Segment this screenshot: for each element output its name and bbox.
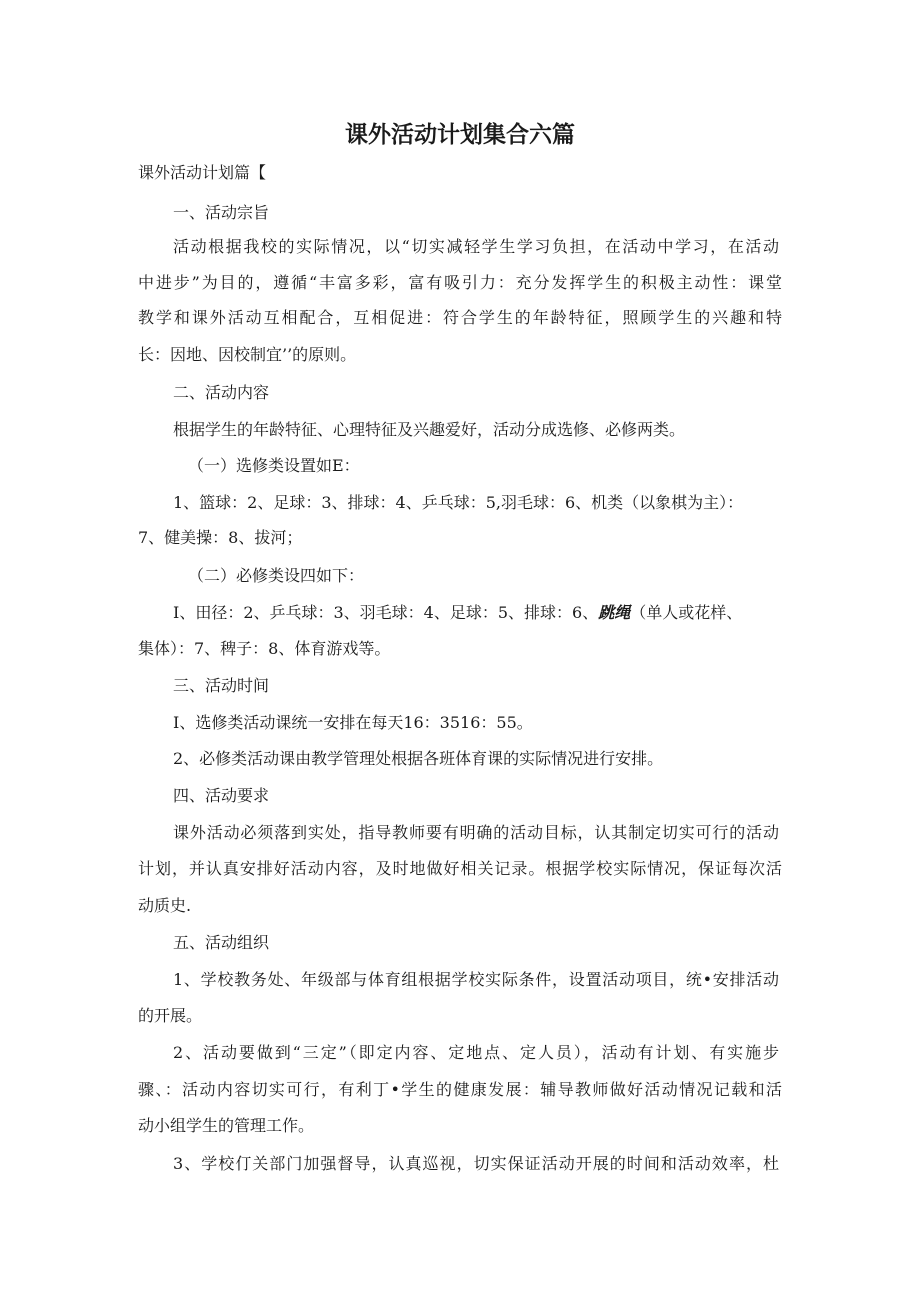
paragraph-line: 的开展。 — [138, 1006, 203, 1025]
paragraph-line: 3、学校仃关部门加强督导，认真巡视，切实保证活动开展的时间和活动效率，杜 — [173, 1154, 779, 1173]
section-heading: 一、活动宗旨 — [173, 203, 270, 222]
section-heading: 五、活动组织 — [173, 933, 270, 952]
paragraph-line — [173, 603, 742, 623]
page-title: 课外活动计划集合六篇 — [345, 122, 575, 148]
paragraph-line: 根据学生的年龄特征、心理特征及兴趣爱好，活动分成选修、必修两类。 — [173, 420, 686, 439]
paragraph-line: 计划，并认真安排好活动内容，及时地做好相关记录。根据学校实际情况，保证每次活 — [138, 859, 782, 878]
paragraph-line: 动质史. — [138, 896, 192, 915]
paragraph-line: 活动根据我校的实际情况，以“切实减轻学生学习负担，在活动中学习，在活动 — [173, 237, 779, 256]
paragraph-line: 集体）：7、稗子：8、体育游戏等。 — [138, 639, 391, 658]
section-heading: 二、活动内容 — [173, 383, 270, 402]
paragraph-line: 2、必修类活动课由教学管理处根据各班体育课的实际情况进行安排。 — [173, 749, 664, 768]
section-heading: 三、活动时间 — [173, 676, 270, 695]
paragraph-line: 教学和课外活动互相配合，互相促进：符合学生的年龄特征，照顾学生的兴趣和特 — [138, 308, 782, 327]
section-subtitle: 课外活动计划篇【 — [138, 163, 267, 182]
subsection-heading: （二）必修类设四如下： — [188, 566, 365, 585]
paragraph-line: 7、健美操：8、拔河； — [138, 528, 303, 547]
paragraph-line: 2、活动要做到“三定”（即定内容、定地点、定人员），活动有计划、有实施步 — [173, 1043, 779, 1062]
paragraph-line: 1、篮球：2、足球：3、排球：4、乒乓球：5,羽毛球：6、机类（以象棋为主）： — [173, 493, 744, 512]
paragraph-line: 1、学校教务处、年级部与体育组根据学校实际条件，设置活动项目，统•安排活动 — [173, 970, 779, 989]
section-heading: 四、活动要求 — [173, 786, 270, 805]
paragraph-line: 中进步”为目的，遵循“丰富多彩，富有吸引力：充分发挥学生的积极主动性：课堂 — [138, 273, 782, 292]
paragraph-line: 动小组学生的管理工作。 — [138, 1116, 315, 1135]
line-segment: I、田径：2、乒乓球：3、羽毛球：4、足球：5、排球：6、 — [173, 603, 599, 622]
subsection-heading: （一）选修类设置如E： — [188, 456, 360, 475]
emphasized-word: 跳绳 — [598, 603, 631, 622]
paragraph-line: 长：因地、因校制宜’’的原则。 — [138, 345, 357, 364]
paragraph-line: 课外活动必须落到实处，指导教师要有明确的活动目标，认其制定切实可行的活动 — [173, 823, 779, 842]
paragraph-line: 骤、：活动内容切实可行，有利丁•学生的健康发展：辅导教师做好活动情况记载和活 — [138, 1080, 782, 1099]
line-segment: （单人或花样、 — [630, 603, 743, 622]
paragraph-line: I、选修类活动课统一安排在每天16：3516：55。 — [173, 713, 533, 732]
